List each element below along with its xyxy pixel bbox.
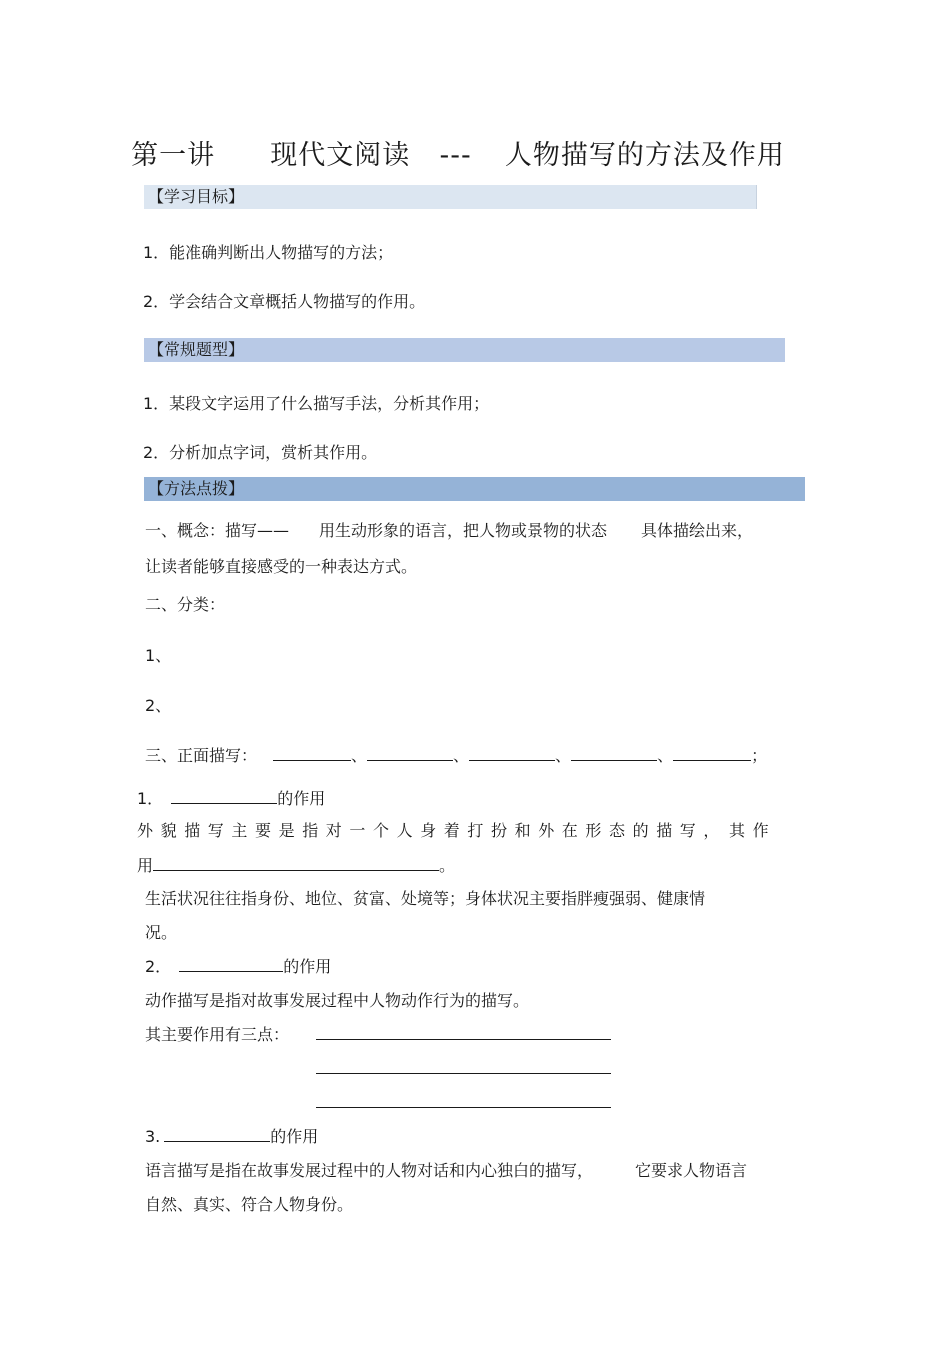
end-mark: ；: [751, 746, 768, 765]
item2-line-1: 动作描写是指对故事发展过程中人物动作行为的描写。: [145, 991, 530, 1010]
concept-a: 一、概念：描写——: [145, 521, 290, 540]
section-header-methods: 【方法点拨】: [144, 477, 805, 501]
item2-blank[interactable]: [179, 955, 283, 972]
item2-suffix: 的作用: [283, 957, 332, 976]
item3-suffix: 的作用: [270, 1127, 319, 1146]
title-part2: 现代文阅读: [270, 140, 411, 171]
item1-line-1: [137, 818, 776, 841]
item1-line2-end: 。: [439, 856, 456, 875]
item3-line-2: 自然、真实、符合人物身份。: [145, 1195, 354, 1214]
blank-4[interactable]: [571, 744, 657, 761]
item3-line-1: [145, 1158, 747, 1181]
item3-num: 3.: [145, 1127, 161, 1146]
item2-line-2: 其主要作用有三点：: [145, 1025, 290, 1044]
item1-heading: [137, 786, 325, 809]
sep-1: 、: [351, 746, 368, 765]
item3-blank[interactable]: [164, 1125, 270, 1142]
concept-c: 具体描绘出来，: [641, 521, 754, 540]
type-item-2: 2．分析加点字词，赏析其作用。: [143, 443, 378, 462]
item1-note-2: 况。: [145, 923, 178, 942]
goal-item-2: 2．学会结合文章概括人物描写的作用。: [143, 292, 426, 311]
front-label: 三、正面描写：: [145, 746, 258, 765]
item1-line2-blank[interactable]: [153, 854, 439, 871]
class-item-2: 2、: [145, 696, 172, 715]
blank-5[interactable]: [673, 744, 751, 761]
title-part1: 第一讲: [131, 140, 216, 171]
blank-3[interactable]: [469, 744, 555, 761]
concept-b: 用生动形象的语言，把人物或景物的状态: [319, 521, 608, 540]
title-part3: 人物描写的方法及作用: [504, 140, 785, 171]
title-sep: ---: [439, 140, 472, 171]
item2-num: 2．: [145, 957, 172, 976]
item1-line1: 外貌描写主要是指对一个人身着打扮和外在形态的描写，: [137, 821, 728, 840]
sep-2: 、: [453, 746, 470, 765]
blank-2[interactable]: [367, 744, 453, 761]
page-title: [0, 133, 916, 172]
goal-item-1: 1．能准确判断出人物描写的方法；: [143, 243, 394, 262]
item2-heading: [145, 954, 331, 977]
item1-num: 1．: [137, 789, 164, 808]
answer-line-1[interactable]: [316, 1039, 611, 1040]
answer-line-3[interactable]: [316, 1107, 611, 1108]
item1-line1-end: 其作: [729, 821, 777, 840]
concept-line-2: 让读者能够直接感受的一种表达方式。: [145, 557, 418, 576]
section-header-goals: 【学习目标】: [144, 185, 757, 209]
sep-3: 、: [555, 746, 572, 765]
class-item-1: 1、: [145, 646, 172, 665]
front-description-line: [145, 743, 767, 766]
item1-blank[interactable]: [171, 787, 277, 804]
item1-line-2: [137, 853, 455, 876]
item1-note-1: 生活状况往往指身份、地位、贫富、处境等；身体状况主要指胖瘦强弱、健康情: [145, 889, 706, 908]
item3-heading: [145, 1124, 318, 1147]
type-item-1: 1．某段文字运用了什么描写手法，分析其作用；: [143, 394, 490, 413]
section-header-types: 【常规题型】: [144, 338, 785, 362]
item3-line1b: 它要求人物语言: [635, 1161, 748, 1180]
answer-line-2[interactable]: [316, 1073, 611, 1074]
sep-4: 、: [657, 746, 674, 765]
item1-suffix: 的作用: [277, 789, 326, 808]
blank-1[interactable]: [273, 744, 351, 761]
item1-line2-start: 用: [137, 856, 154, 875]
item3-line1a: 语言描写是指在故事发展过程中的人物对话和内心独白的描写，: [145, 1161, 594, 1180]
concept-line-1: [145, 518, 753, 541]
classify-heading: 二、分类：: [145, 595, 226, 614]
